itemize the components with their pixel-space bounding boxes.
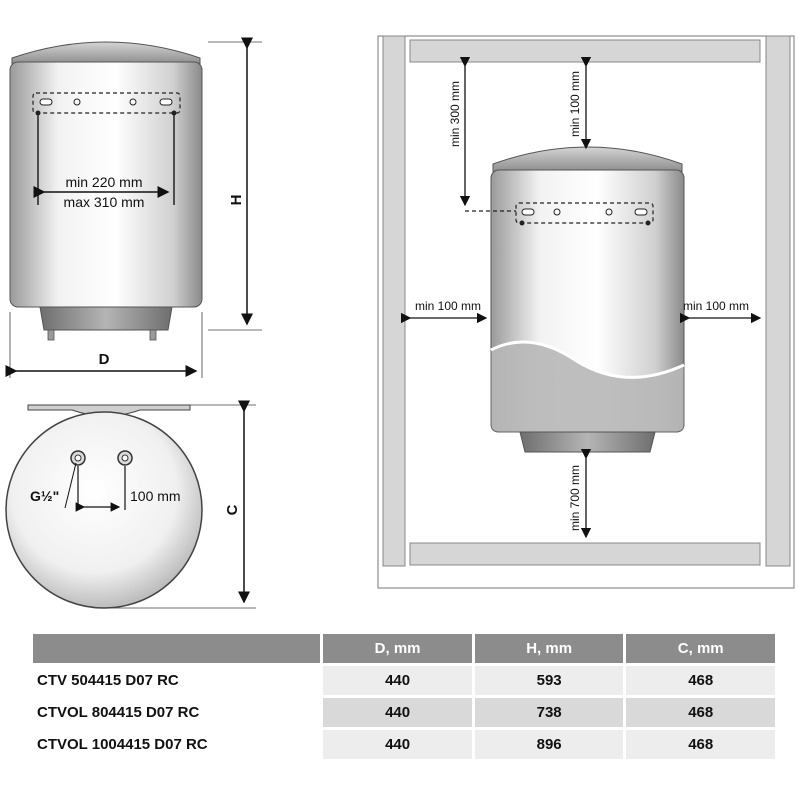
ceiling-clearance-label: min 100 mm [568, 70, 582, 138]
floor [410, 543, 760, 565]
min-width-label: min 220 mm [65, 174, 143, 190]
bottom-view [6, 405, 256, 608]
front-view [10, 42, 262, 378]
spec-table-header [33, 634, 775, 663]
depth-label: D [98, 351, 110, 368]
install-tank-top [493, 147, 682, 172]
d-column-header: D, mm [323, 634, 475, 663]
right-clearance-label: min 100 mm [682, 299, 750, 313]
max-width-label: max 310 mm [63, 194, 145, 210]
table-row [33, 663, 775, 695]
left-wall [383, 36, 405, 566]
outlet-pipe [150, 330, 156, 340]
h-value: 593 [475, 663, 627, 695]
c-column-header: C, mm [626, 634, 775, 663]
table-row [33, 727, 775, 759]
table-row [33, 695, 775, 727]
bracket-slot-right [160, 99, 172, 105]
ceiling [410, 40, 760, 62]
d-value: 440 [323, 695, 475, 727]
h-value: 738 [475, 695, 627, 727]
h-value: 896 [475, 727, 627, 759]
model-name: CTV 504415 D07 RC [33, 663, 323, 695]
front-tank-top [12, 42, 200, 64]
model-name: CTVOL 1004415 D07 RC [33, 727, 323, 759]
spec-table [33, 634, 775, 759]
h-column-header: H, mm [475, 634, 627, 663]
thread-size-label: G½" [30, 488, 60, 504]
bracket-hole [130, 99, 136, 105]
left-clearance-label: min 100 mm [414, 299, 482, 313]
c-value: 468 [626, 695, 775, 727]
d-value: 440 [323, 727, 475, 759]
d-value: 440 [323, 663, 475, 695]
c-label: C [224, 504, 241, 516]
bracket-hole [74, 99, 80, 105]
bracket-slot-left [40, 99, 52, 105]
installation-view [378, 36, 794, 588]
model-column-header [33, 634, 323, 663]
install-tank-base [520, 432, 655, 452]
model-name: CTVOL 804415 D07 RC [33, 695, 323, 727]
inlet-pipe [48, 330, 54, 340]
tank-bottom-disc [6, 412, 202, 608]
right-wall [766, 36, 790, 566]
floor-clearance-label: min 700 mm [568, 464, 582, 532]
pipe-spacing-label: 100 mm [130, 488, 181, 504]
top-clearance-label: min 300 mm [448, 80, 462, 148]
c-value: 468 [626, 663, 775, 695]
height-label: H [228, 194, 245, 206]
c-value: 468 [626, 727, 775, 759]
front-tank-base [40, 307, 172, 330]
